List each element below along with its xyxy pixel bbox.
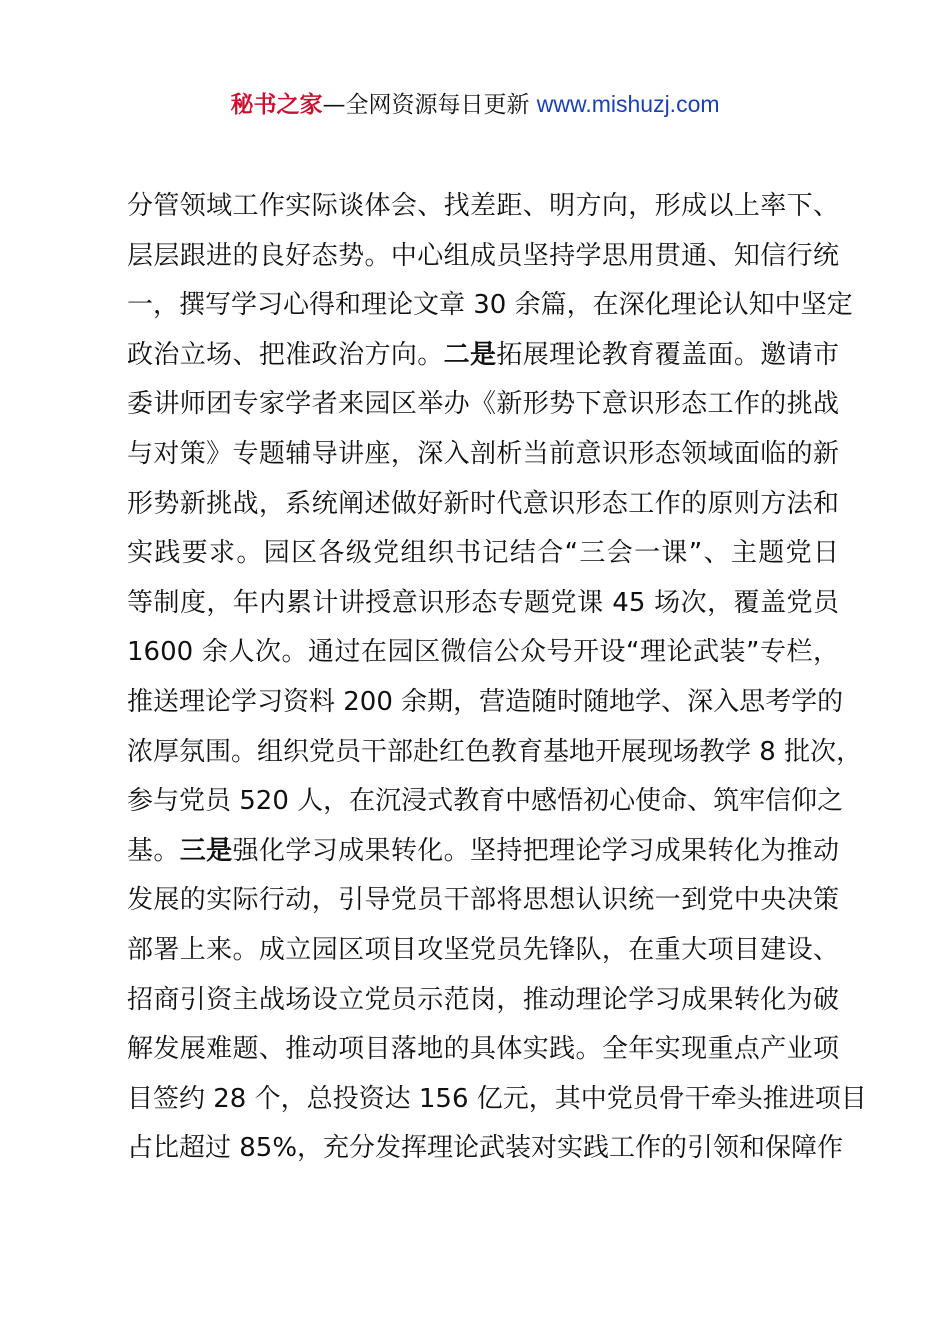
bold-heading-text: 三是 <box>179 835 233 866</box>
body-text-segment: 部署上来。成立园区项目攻坚党员先锋队，在重大项目建设、 <box>127 934 839 965</box>
body-text-segment: 实践要求。园区各级党组织书记结合“三会一课”、主题党日 <box>127 538 839 569</box>
body-text-segment: 强化学习成果转化。坚持把理论学习成果转化为推动 <box>232 835 839 866</box>
document-body <box>127 182 867 1174</box>
text-line <box>127 182 839 232</box>
body-text-segment: 基。 <box>127 835 180 866</box>
text-line <box>127 232 839 282</box>
text-line <box>127 430 839 480</box>
site-header <box>0 88 950 121</box>
body-text-segment: 分管领域工作实际谈体会、找差距、明方向，形成以上率下、 <box>127 191 839 221</box>
text-line <box>127 876 839 926</box>
text-line <box>127 331 839 381</box>
bold-heading-text: 二是 <box>443 339 497 370</box>
body-text-segment: 形势新挑战，系统阐述做好新时代意识形态工作的原则方法和 <box>127 488 839 519</box>
text-line <box>127 777 844 827</box>
text-line <box>127 281 853 331</box>
site-brand: 秘书之家 <box>230 92 323 118</box>
body-text-segment: 占比超过 85%，充分发挥理论武装对实践工作的引领和保障作 <box>127 1133 844 1164</box>
body-text-segment: 等制度，年内累计讲授意识形态专题党课 45 场次，覆盖党员 <box>127 587 839 618</box>
text-line <box>127 579 839 629</box>
body-text-segment: 拓展理论教育覆盖面。邀请市 <box>496 339 839 370</box>
text-line <box>127 480 839 530</box>
body-text-segment: 发展的实际行动，引导党员干部将思想认识统一到党中央决策 <box>127 885 839 916</box>
body-text-segment: 解发展难题、推动项目落地的具体实践。全年实现重点产业项 <box>127 1034 839 1065</box>
site-url-link[interactable]: www.mishuzj.com <box>536 91 720 117</box>
body-text-segment: 1600 余人次。通过在园区微信公众号开设“理论武装”专栏， <box>127 637 839 668</box>
body-text-segment: 政治立场、把准政治方向。 <box>127 339 444 370</box>
body-text-segment: 推送理论学习资料 200 余期，营造随时随地学、深入思考学的 <box>127 686 844 717</box>
body-text-segment: 参与党员 520 人，在沉浸式教育中感悟初心使命、筑牢信仰之 <box>127 786 844 817</box>
text-line <box>127 827 839 877</box>
body-text-segment: 与对策》专题辅导讲座，深入剖析当前意识形态领域面临的新 <box>127 438 839 469</box>
body-text-segment: 浓厚氛围。组织党员干部赴红色教育基地开展现场教学 8 批次， <box>127 736 863 767</box>
body-text-segment: 目签约 28 个，总投资达 156 亿元，其中党员骨干牵头推进项目 <box>127 1083 867 1114</box>
body-text-segment: 委讲师团专家学者来园区举办《新形势下意识形态工作的挑战 <box>127 389 839 420</box>
text-line <box>127 1124 844 1174</box>
text-line <box>127 926 839 976</box>
text-line <box>127 529 839 579</box>
text-line <box>127 1025 839 1075</box>
body-text-segment: 层层跟进的良好态势。中心组成员坚持学思用贯通、知信行统 <box>127 240 839 271</box>
text-line <box>127 1075 867 1125</box>
text-line <box>127 628 839 678</box>
text-line <box>127 728 863 778</box>
body-text-segment: 一，撰写学习心得和理论文章 30 余篇，在深化理论认知中坚定 <box>127 290 853 321</box>
site-tagline: —全网资源每日更新 <box>322 92 537 118</box>
text-line <box>127 976 839 1026</box>
body-text-segment: 招商引资主战场设立党员示范岗，推动理论学习成果转化为破 <box>127 984 839 1015</box>
text-line <box>127 380 839 430</box>
text-line <box>127 678 844 728</box>
